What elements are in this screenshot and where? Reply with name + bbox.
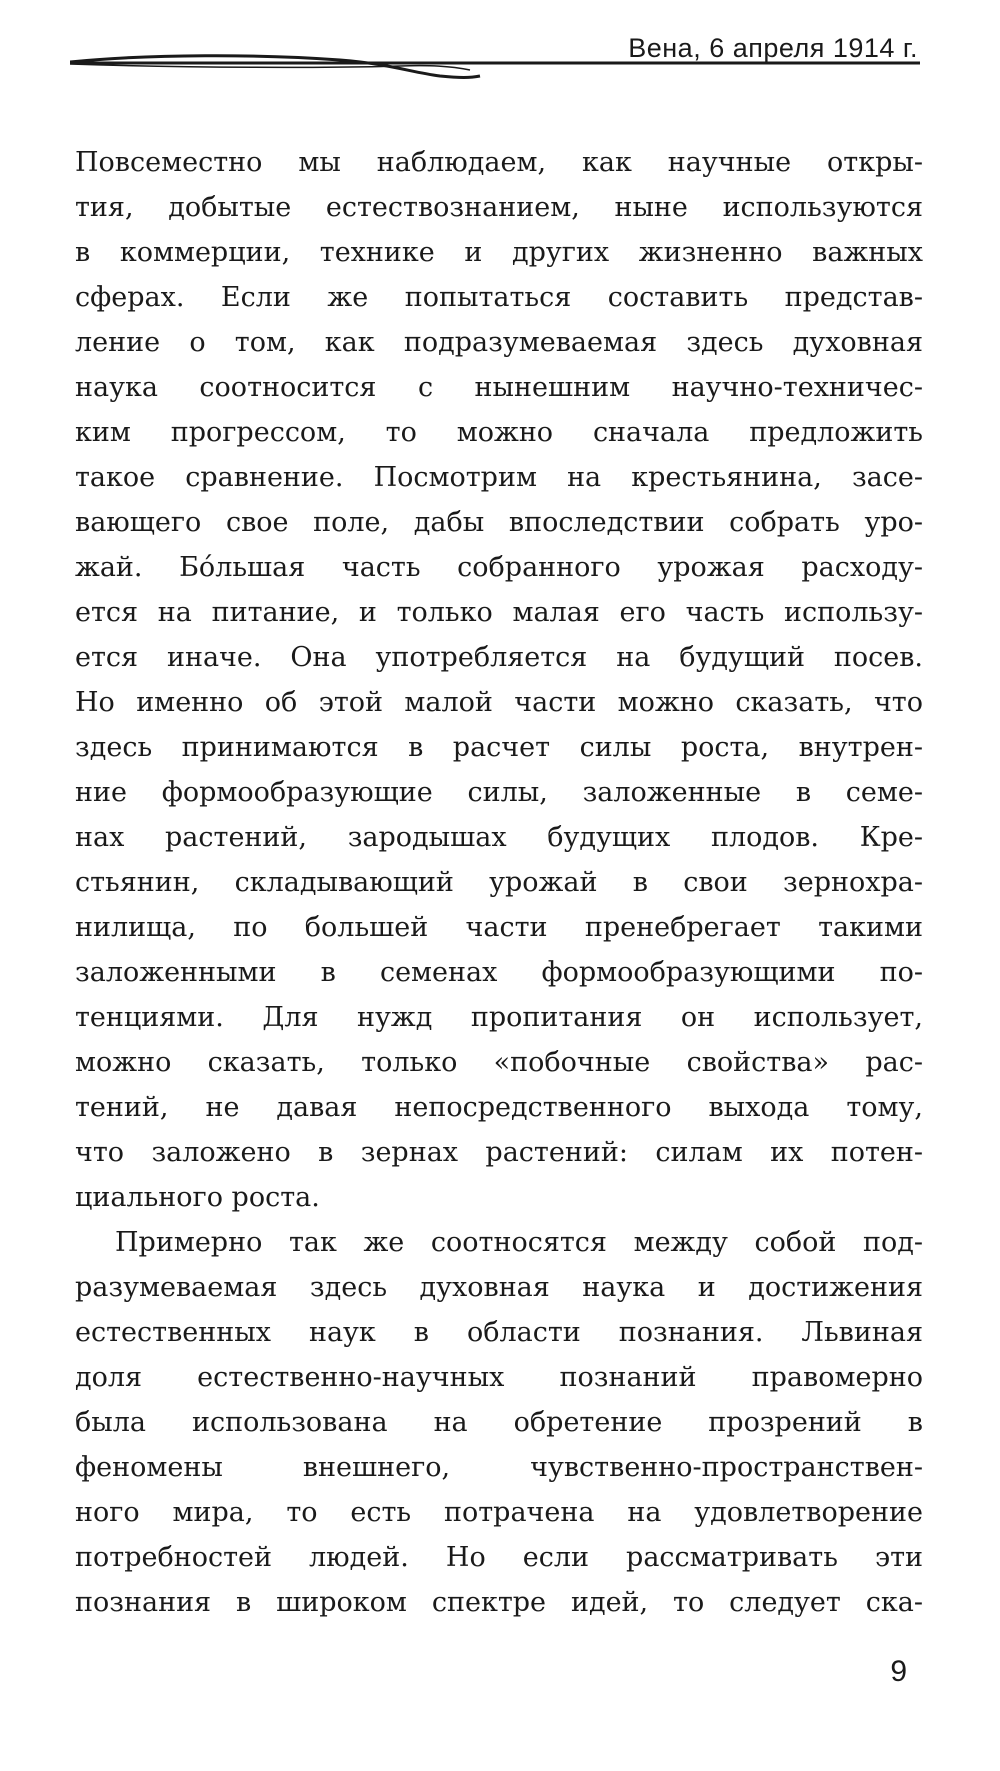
text-line: можно сказать, только «побочные свойства» рас-: [75, 1047, 923, 1078]
text-line: Примерно так же соотносятся между собой под-: [115, 1227, 923, 1258]
text-line: ким прогрессом, то можно сначала предложить: [75, 417, 923, 448]
text-line: ление о том, как подразумеваемая здесь духовная: [75, 327, 923, 358]
text-line: ние формообразующие силы, заложенные в семе-: [75, 777, 923, 808]
text-line: познания в широком спектре идей, то следует ска-: [75, 1587, 923, 1618]
text-line: была использована на обретение прозрений в: [75, 1407, 923, 1438]
header-rule-ornament: [70, 52, 920, 92]
text-line: доля естественно-научных познаний правомерно: [75, 1362, 923, 1393]
text-line: Повсеместно мы наблюдаем, как научные откры-: [75, 147, 923, 178]
text-line: тия, добытые естествознанием, ныне используются: [75, 192, 923, 223]
paragraph: [75, 1220, 923, 1625]
paragraph: [75, 140, 923, 1220]
text-line: жай. Бóльшая часть собранного урожая расходу-: [75, 552, 923, 583]
text-line: что заложено в зернах растений: силам их потен-: [75, 1137, 923, 1168]
text-line: Но именно об этой малой части можно сказать, что: [75, 687, 923, 718]
text-line: в коммерции, технике и других жизненно важных: [75, 237, 923, 268]
text-line: нилища, по большей части пренебрегает такими: [75, 912, 923, 943]
text-line: феномены внешнего, чувственно-пространствен-: [75, 1452, 923, 1483]
text-line: тенциями. Для нужд пропитания он использует,: [75, 1002, 923, 1033]
text-line: наука соотносится с нынешним научно-техничес-: [75, 372, 923, 403]
text-line: ного мира, то есть потрачена на удовлетворение: [75, 1497, 923, 1528]
text-line: здесь принимаются в расчет силы роста, внутрен-: [75, 732, 923, 763]
text-line: потребностей людей. Но если рассматривать эти: [75, 1542, 923, 1573]
text-line: циального роста.: [75, 1182, 320, 1213]
body-text: [75, 140, 923, 1625]
text-line: сферах. Если же попытаться составить представ-: [75, 282, 923, 313]
text-line: такое сравнение. Посмотрим на крестьянина, засе-: [75, 462, 923, 493]
text-line: вающего свое поле, дабы впоследствии собрать уро-: [75, 507, 923, 538]
text-line: заложенными в семенах формообразующими по-: [75, 957, 923, 988]
text-line: тений, не давая непосредственного выхода тому,: [75, 1092, 923, 1123]
text-line: ется на питание, и только малая его часть использу-: [75, 597, 923, 628]
text-line: разумеваемая здесь духовная наука и достижения: [75, 1272, 923, 1303]
text-line: ется иначе. Она употребляется на будущий посев.: [75, 642, 923, 673]
running-head: Вена, 6 апреля 1914 г.: [628, 33, 918, 63]
text-line: естественных наук в области познания. Львиная: [75, 1317, 923, 1348]
text-line: нах растений, зародышах будущих плодов. Кре-: [75, 822, 923, 853]
page-number: 9: [890, 1655, 907, 1688]
text-line: стьянин, складывающий урожай в свои зернохра-: [75, 867, 923, 898]
